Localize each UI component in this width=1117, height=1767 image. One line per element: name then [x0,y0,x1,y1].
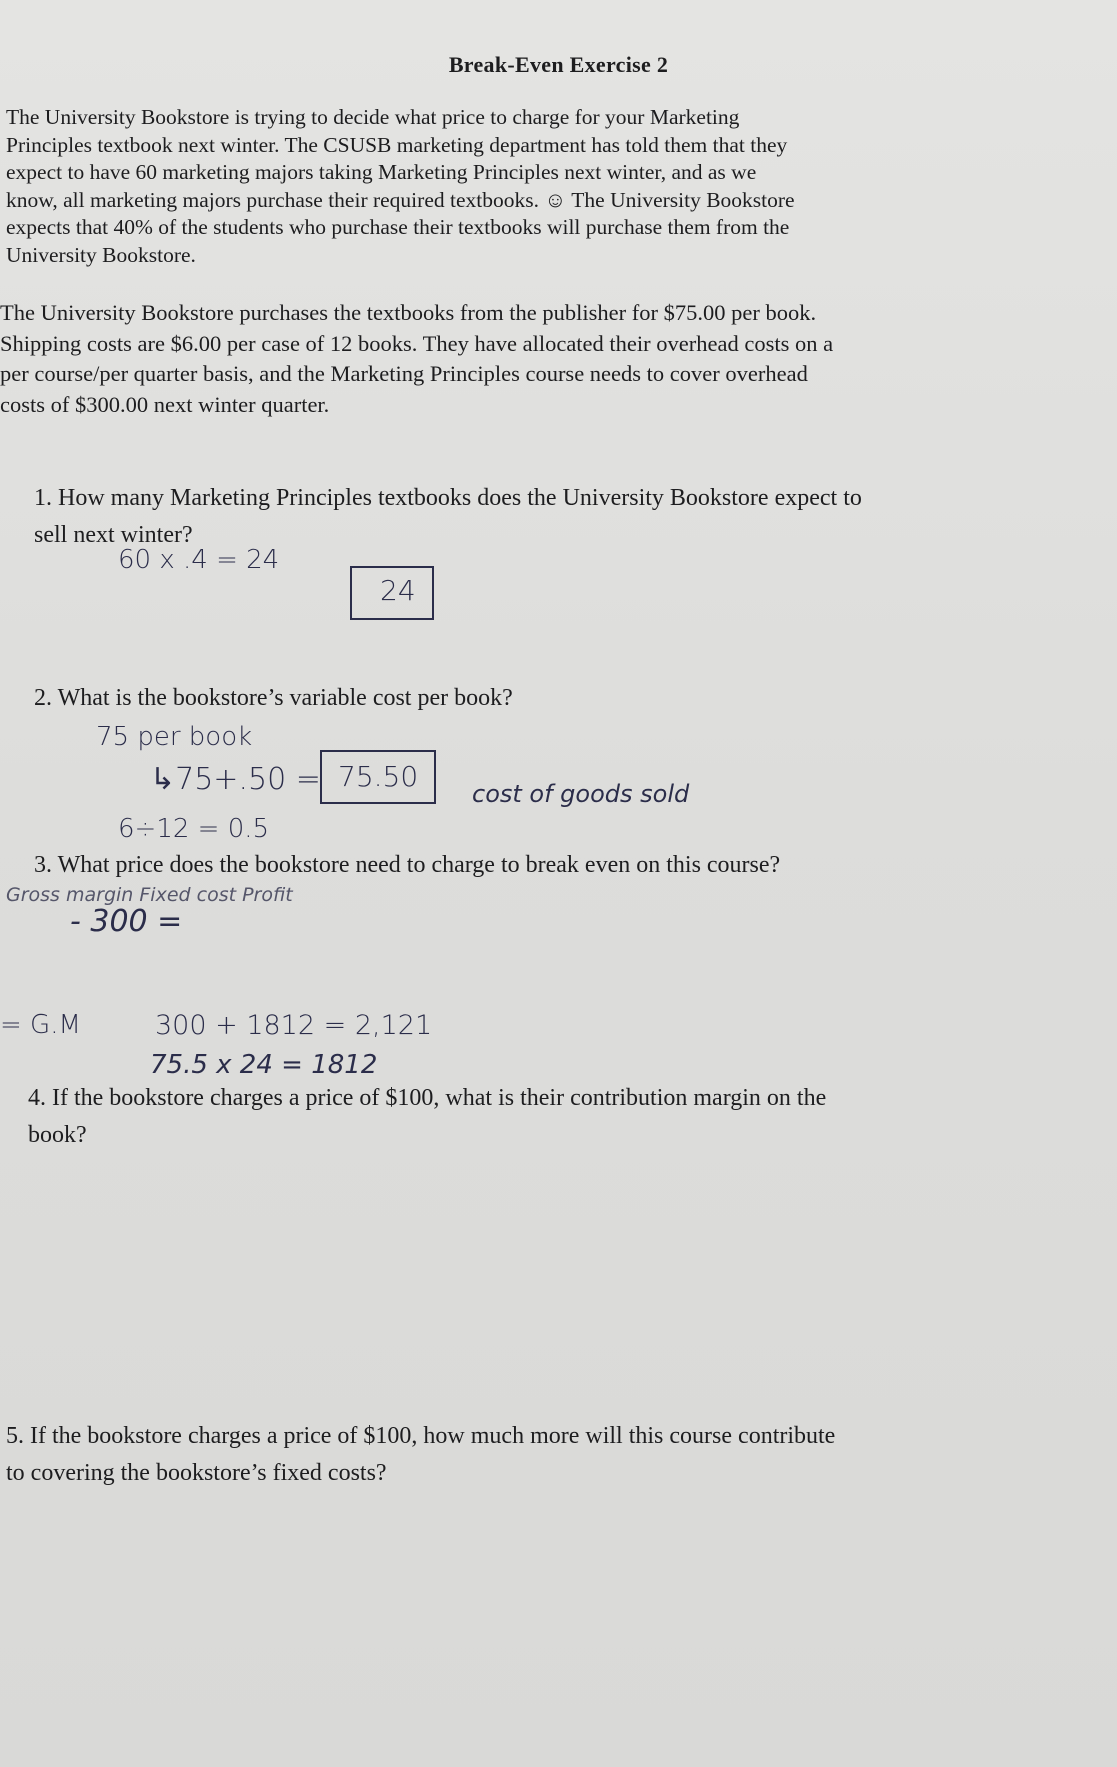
handwritten-q2-note: cost of goods sold [472,780,690,808]
handwritten-q3-product: 75.5 x 24 = 1812 [150,1050,378,1080]
handwritten-q1-answer: 24 [380,574,416,607]
handwritten-q3-labels: Gross margin Fixed cost Profit [6,884,293,906]
handwritten-q2-answer: 75.50 [338,760,419,793]
worksheet-title: Break-Even Exercise 2 [448,52,669,77]
handwritten-q2-shipping: 6÷12 = 0.5 [118,814,270,844]
handwritten-q3-sum: 300 + 1812 = 2,121 [155,1010,433,1041]
question-2: 2. What is the bookstore’s variable cost per book? [34,685,513,711]
handwritten-q1-calc: 60 x .4 = 24 [118,545,280,575]
question-5: 5. If the bookstore charges a price of $100, how much more will this course contribute to covering the bookstore’s fixed costs? [6,1423,836,1486]
cost-paragraph: The University Bookstore purchases the textbooks from the publisher for $75.00 per book. Shipping costs are $6.00 per case of 12 books. They have allocated their overhead costs on a per course/per quarter basis, and the Marketing Principles course needs to cover overhead costs of $300.00 next winter quarter. [0,300,834,417]
handwritten-q3-equation: - 300 = [70,904,183,939]
question-4: 4. If the bookstore charges a price of $100, what is their contribution margin on the book? [28,1085,827,1148]
answer-box-q1 [350,566,434,620]
scenario-paragraph: The University Bookstore is trying to decide what price to charge for your Marketing Principles textbook next winter. The CSUSB marketing department has told them that they expect to have 60 marketing majors taking Marketing Principles next winter, and as we know, all marketing majors purchase their required textbooks. ☺ The University Bookstore expects that 40% of the students who purchase their textbooks will purchase them from the University Bookstore. [6,105,795,267]
question-3: 3. What price does the bookstore need to charge to break even on this course? [34,852,781,878]
handwritten-q2-calc: ↳75+.50 = [150,762,321,797]
handwritten-q3-gm: = G.M [0,1010,81,1040]
handwritten-q2-per-book: 75 per book [96,722,253,752]
answer-box-q2 [320,750,436,804]
question-1: 1. How many Marketing Principles textbooks does the University Bookstore expect to sell next winter? [34,485,862,548]
